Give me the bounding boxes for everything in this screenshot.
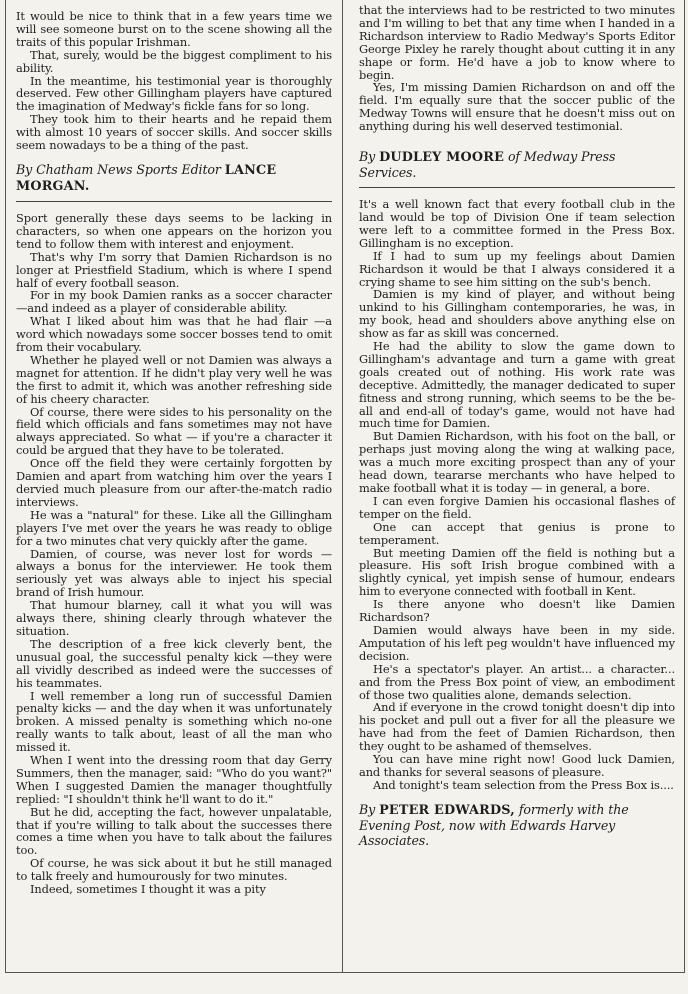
paragraph: And tonight's team selection from the Press Box is.... [373,777,674,792]
sport-characters-article [16,212,332,896]
byline-suffix: of Medway Press Services. [359,149,616,181]
left-column [16,0,332,896]
paragraph: Damien, of course, was never lost for words —always a bonus for the interviewer. He took them seriously yet was always able to inject his special brand of Irish humour. [16,546,332,600]
paragraph: One can accept that genius is prone to temperament. [359,519,675,547]
paragraph: It would be nice to think that in a few years time we will see someone burst on to the scene showing all the traits of this popular Irishman. [16,9,332,49]
byline-author-name: LANCE MORGAN. [16,162,277,194]
paragraph: Is there anyone who doesn't like Damien Richardson? [359,597,675,625]
byline-author-name: DUDLEY MOORE [379,150,505,166]
paragraph: They took him to their hearts and he repaid them with almost 10 years of soccer skills. And soccer skills seem nowadays to be a thing of the past. [16,112,332,153]
paragraph: What I liked about him was that he had flair —a word which nowadays some soccer bosses tend to omit from their vocabulary. [16,314,332,355]
paragraph: Once off the field they were certainly forgotten by Damien and apart from watching him over the years I dervied much pleasure from our after-the-match radio interviews. [16,456,332,509]
byline-prefix: By Chatham News Sports Editor [16,161,221,177]
paragraph: I well remember a long run of successful Damien penalty kicks — and the day when it was unfortunately broken. A missed penalty is something which no-one really wants to talk about, least of all the man who missed it. [16,688,332,755]
byline-author-name: PETER EDWARDS, [379,802,515,818]
column-divider [342,0,343,972]
paragraph: And if everyone in the crowd tonight doesn't dip into his pocket and pull out a fiver for all the pleasure we have had from the feet of Damien Richardson, then they ought to be ashamed of themselves. [359,700,675,754]
paragraph: He's a spectator's player. An artist... a character... and from the Press Box point of view, an embodiment of those two qualities alone, demands selection. [359,661,675,702]
byline-dudley-moore [359,149,675,180]
paragraph: Indeed, sometimes I thought it was a pity [30,882,266,897]
paragraph: Damien is my kind of player, and without being unkind to his Gillingham contemporaries, he was, in my book, head and shoulders above anything else on show as far as skill was concerned. [359,287,675,341]
paragraph: That humour blarney, call it what you will was always there, shining clearly through whatever the situation. [16,598,332,638]
paragraph: That, surely, would be the biggest compliment to his ability. [16,47,332,75]
paragraph: He had the ability to slow the game down to Gillingham's advantage and turn a game with great goals created out of nothing. His work rate was deceptive. Admittedly, the manager dedicated to super fitness and strong running, which seems to be the be-all and end-all of today's game, would not have had much time for Damien. [359,339,675,431]
right-column [359,0,675,854]
paragraph: Sport generally these days seems to be lacking in characters, so when one appears on the horizon you tend to follow them with interest and enjoyment. [16,210,332,251]
byline-lance-morgan [16,162,332,194]
paragraph: You can have mine right now! Good luck Damien, and thanks for several seasons of pleasure. [359,752,675,779]
paragraph: When I went into the dressing room that day Gerry Summers, then the manager, said: "Who do you want?" When I suggested Damien the manager thoughtfully replied: "I shouldn't think he'll want to do it." [16,753,332,806]
paragraph: Of course, he was sick about it but he still managed to talk freely and humourously for two minutes. [16,856,332,884]
paragraph: If I had to sum up my feelings about Damien Richardson it would be that I always considered it a crying shame to see him sitting on the sub's bench. [359,248,675,289]
paragraph: Damien would always have been in my side. Amputation of his left peg wouldn't have influenced my decision. [359,622,675,663]
paragraph: For in my book Damien ranks as a soccer character —and indeed as a player of considerable ability. [16,288,332,316]
paragraph: Of course, there were sides to his personality on the field which officials and fans sometimes may not have always appreciated. So what — if you're a character it could be argued that they have to be tolerated. [16,404,332,458]
paragraph: It's a well known fact that every football club in the land would be top of Division One if team selection were left to a committee formed in the Press Box. Gillingham is no exception. [359,197,675,250]
paragraph: The description of a free kick cleverly bent, the unusual goal, the successful penalty kick —they were all vividly described as indeed were the successes of his teammates. [16,636,332,690]
paragraph: that the interviews had to be restricted to two minutes and I'm willing to bet that any time when I handed in a Richardson interview to Radio Medway's Sports Editor George Pixley he rarely thought about cutting it in any shape or form. He'd have a job to know where to begin. [359,3,675,82]
section-rule [359,187,675,188]
byline-peter-edwards [359,802,675,848]
dudley-moore-article-continued [359,0,675,133]
paragraph: But he did, accepting the fact, however unpalatable, that if you're willing to talk about the successes there comes a time when you have to talk about the failures too. [16,804,332,858]
paragraph: That's why I'm sorry that Damien Richardson is no longer at Priestfield Stadium, which is where I spend half of every football season. [16,249,332,290]
byline-prefix: By [359,149,376,165]
press-box-article [359,198,675,792]
lance-morgan-article-ending [16,0,332,152]
paragraph: He was a "natural" for these. Like all the Gillingham players I've met over the years he was ready to oblige for a two minutes chat very quickly after the game. [16,507,332,548]
byline-suffix: formerly with the Evening Post, now with Edwards Harvey Associates. [359,801,629,848]
paragraph: Whether he played well or not Damien was always a magnet for attention. If he didn't play very well he was the first to admit it, which was another refreshing side of his cheery character. [16,352,332,406]
paragraph: But meeting Damien off the field is nothing but a pleasure. His soft Irish brogue combined with a slightly cynical, yet impish sense of humour, endears him to everyone connected with football in Kent. [359,545,675,599]
section-rule [16,201,332,202]
paragraph: I can even forgive Damien his occasional flashes of temper on the field. [359,493,675,521]
paragraph: But Damien Richardson, with his foot on the ball, or perhaps just moving along the wing at walking pace, was a much more exciting prospect than any of your head down, teararse merchants who have helped to make football what it is today — in general, a bore. [359,429,675,495]
paragraph: In the meantime, his testimonial year is thoroughly deserved. Few other Gillingham players have captured the imagination of Medway's fickle fans for so long. [16,73,332,114]
byline-prefix: By [359,801,376,817]
paragraph: Yes, I'm missing Damien Richardson on and off the field. I'm equally sure that the soccer public of the Medway Towns will ensure that he doesn't miss out on anything during his well deserved testimonial. [359,80,675,134]
